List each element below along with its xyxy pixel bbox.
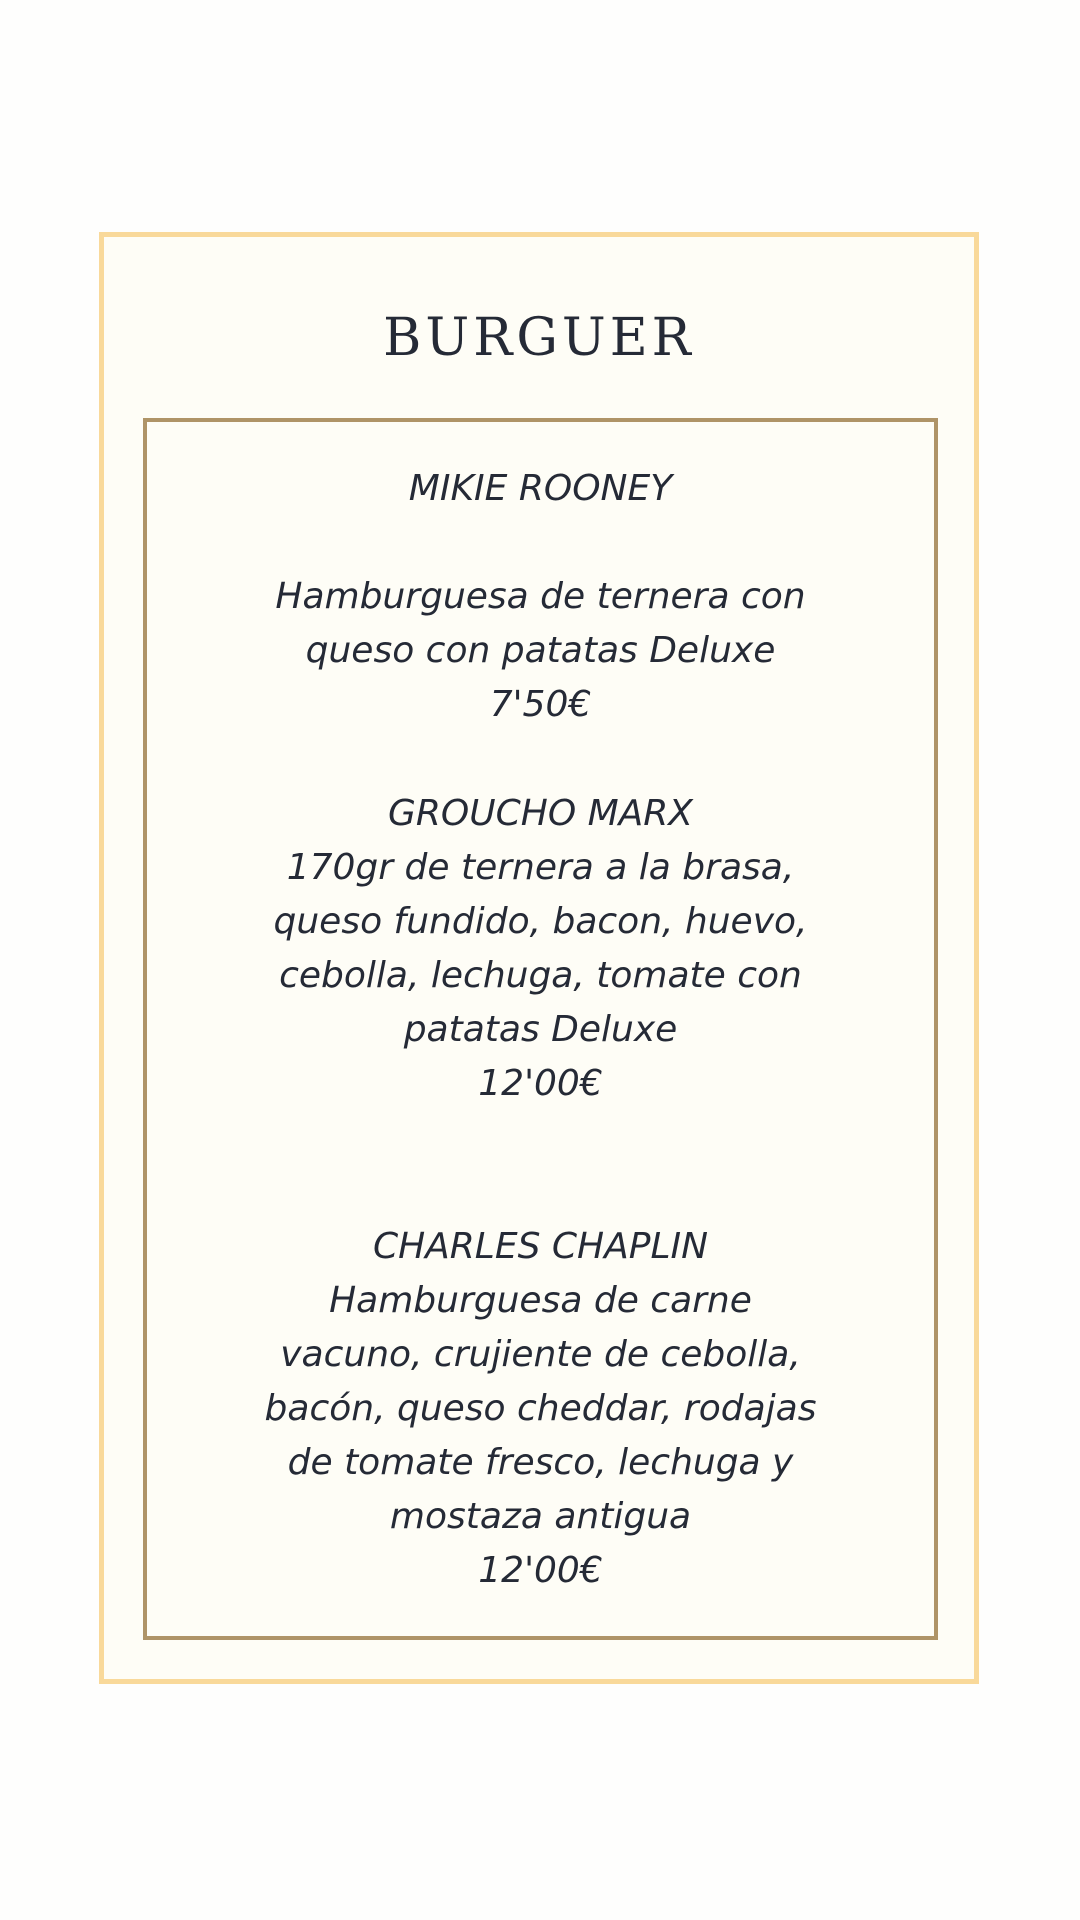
item-price: 12'00€ [478, 1063, 603, 1104]
menu-item-groucho-marx [261, 787, 821, 1111]
item-name: GROUCHO MARX [388, 793, 693, 834]
item-price: 7'50€ [489, 684, 592, 725]
menu-item-charles-chaplin [261, 1220, 821, 1598]
item-name: MIKIE ROONEY [408, 468, 673, 509]
item-description: 170gr de ternera a la brasa, queso fundido, bacon, huevo, cebolla, lechuga, tomate con patatas Deluxe [273, 847, 808, 1050]
item-spacer [261, 516, 821, 570]
menu-item-mikie-rooney [261, 462, 821, 732]
section-title: BURGUER [383, 308, 695, 368]
item-price: 12'00€ [478, 1550, 603, 1591]
menu-items-panel [143, 418, 938, 1640]
item-name: CHARLES CHAPLIN [372, 1226, 709, 1267]
item-description: Hamburguesa de carne vacuno, crujiente de cebolla, bacón, queso cheddar, rodajas de tomate fresco, lechuga y mostaza antigua [264, 1280, 817, 1537]
menu-card [99, 232, 979, 1684]
item-description: Hamburguesa de ternera con queso con patatas Deluxe [275, 576, 806, 671]
